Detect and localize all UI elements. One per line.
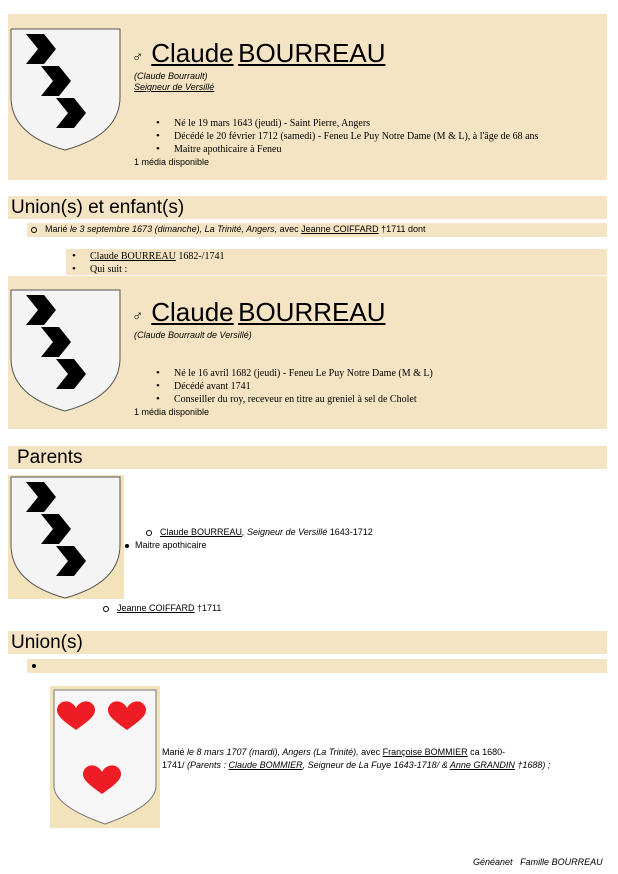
- person2-occupation: • Conseiller du roy, receveur en titre au greniel à sel de Cholet: [154, 393, 433, 406]
- bullet-icon: [125, 544, 129, 548]
- spouse-father-link[interactable]: Claude BOMMIER: [228, 760, 303, 770]
- mother-link[interactable]: Jeanne COIFFARD: [117, 603, 195, 613]
- person1-death: • Décédé le 20 février 1712 (samedi) - Feneu Le Puy Notre Dame (M & L), à l'âge de 68 ans: [154, 130, 538, 143]
- spouse-link[interactable]: Françoise BOMMIER: [382, 747, 468, 757]
- follows-label: • Qui suit :: [70, 263, 224, 276]
- person2-media-link[interactable]: 1 média disponible: [134, 407, 210, 417]
- coat-of-arms-bommier: [52, 688, 158, 826]
- unions-children-title: Union(s) et enfant(s): [11, 197, 185, 218]
- person1-name: [132, 38, 385, 69]
- union-row: [27, 659, 607, 673]
- parents-header: [8, 446, 607, 469]
- person2-birth: • Né le 16 avril 1682 (jeudi) - Feneu Le Puy Notre Dame (M & L): [154, 367, 433, 380]
- person1-birth: • Né le 19 mars 1643 (jeudi) - Saint Pierre, Angers: [154, 117, 538, 130]
- person2-given-name[interactable]: Claude: [151, 297, 234, 327]
- coat-of-arms-bourreau: [9, 288, 122, 413]
- person1-occupation: • Maitre apothicaire à Feneu: [154, 143, 538, 156]
- unions-header: [8, 631, 607, 654]
- children-list: [70, 250, 224, 276]
- marriage-date: le 3 septembre 1673 (dimanche), La Trinité, Angers,: [70, 224, 278, 234]
- male-icon: ♂: [132, 308, 144, 325]
- union-date: le 8 mars 1707 (mardi), Angers (La Trinité),: [187, 747, 359, 757]
- circle-bullet-icon: [146, 530, 152, 536]
- person1-media-link[interactable]: 1 média disponible: [134, 157, 210, 167]
- person2-facts: [154, 367, 433, 406]
- person1-surname[interactable]: BOURREAU: [238, 38, 386, 68]
- child-item: • Claude BOURREAU 1682-/1741: [70, 250, 224, 263]
- spouse-mother-link[interactable]: Anne GRANDIN: [449, 760, 515, 770]
- male-icon: ♂: [132, 49, 144, 66]
- person2-death: • Décédé avant 1741: [154, 380, 433, 393]
- coat-of-arms-bourreau: [9, 475, 122, 600]
- person1-given-name[interactable]: Claude: [151, 38, 234, 68]
- parents-title: Parents: [17, 447, 83, 468]
- union-text: Marié le 8 mars 1707 (mardi), Angers (La Trinité), avec Françoise BOMMIER ca 1680- 1741/ (Parents : Claude BOMMIER, Seigneur de La Fuye 1643-1718/ & Anne GRANDIN †1688) ;: [162, 747, 551, 770]
- spouse-link[interactable]: Jeanne COIFFARD: [301, 224, 379, 234]
- father-link[interactable]: Claude BOURREAU: [160, 527, 243, 537]
- mother-line: Jeanne COIFFARD †1711: [103, 603, 221, 613]
- bullet-icon: [32, 664, 36, 668]
- coat-of-arms-bourreau: [9, 27, 122, 152]
- father-line: Claude BOURREAU, Seigneur de Versillé 1643-1712: [146, 527, 373, 537]
- person1-alias: (Claude Bourrault): [134, 71, 208, 81]
- person2-surname[interactable]: BOURREAU: [238, 297, 386, 327]
- child-link[interactable]: Claude BOURREAU: [90, 251, 176, 262]
- footer-family: Famille BOURREAU: [520, 857, 603, 867]
- person1-title[interactable]: Seigneur de Versillé: [134, 82, 215, 92]
- circle-bullet-icon: [31, 227, 37, 233]
- circle-bullet-icon: [103, 606, 109, 612]
- footer: [473, 857, 603, 867]
- person1-facts: [154, 117, 538, 156]
- person2-alias: (Claude Bourrault de Versillé): [134, 330, 252, 340]
- marriage-line: Marié le 3 septembre 1673 (dimanche), La Trinité, Angers, avec Jeanne COIFFARD †1711 dont: [31, 224, 426, 234]
- person2-name: [132, 297, 385, 328]
- footer-site: Généanet: [473, 857, 513, 867]
- unions-title: Union(s): [11, 632, 83, 653]
- father-occupation: Maitre apothicaire: [125, 540, 207, 550]
